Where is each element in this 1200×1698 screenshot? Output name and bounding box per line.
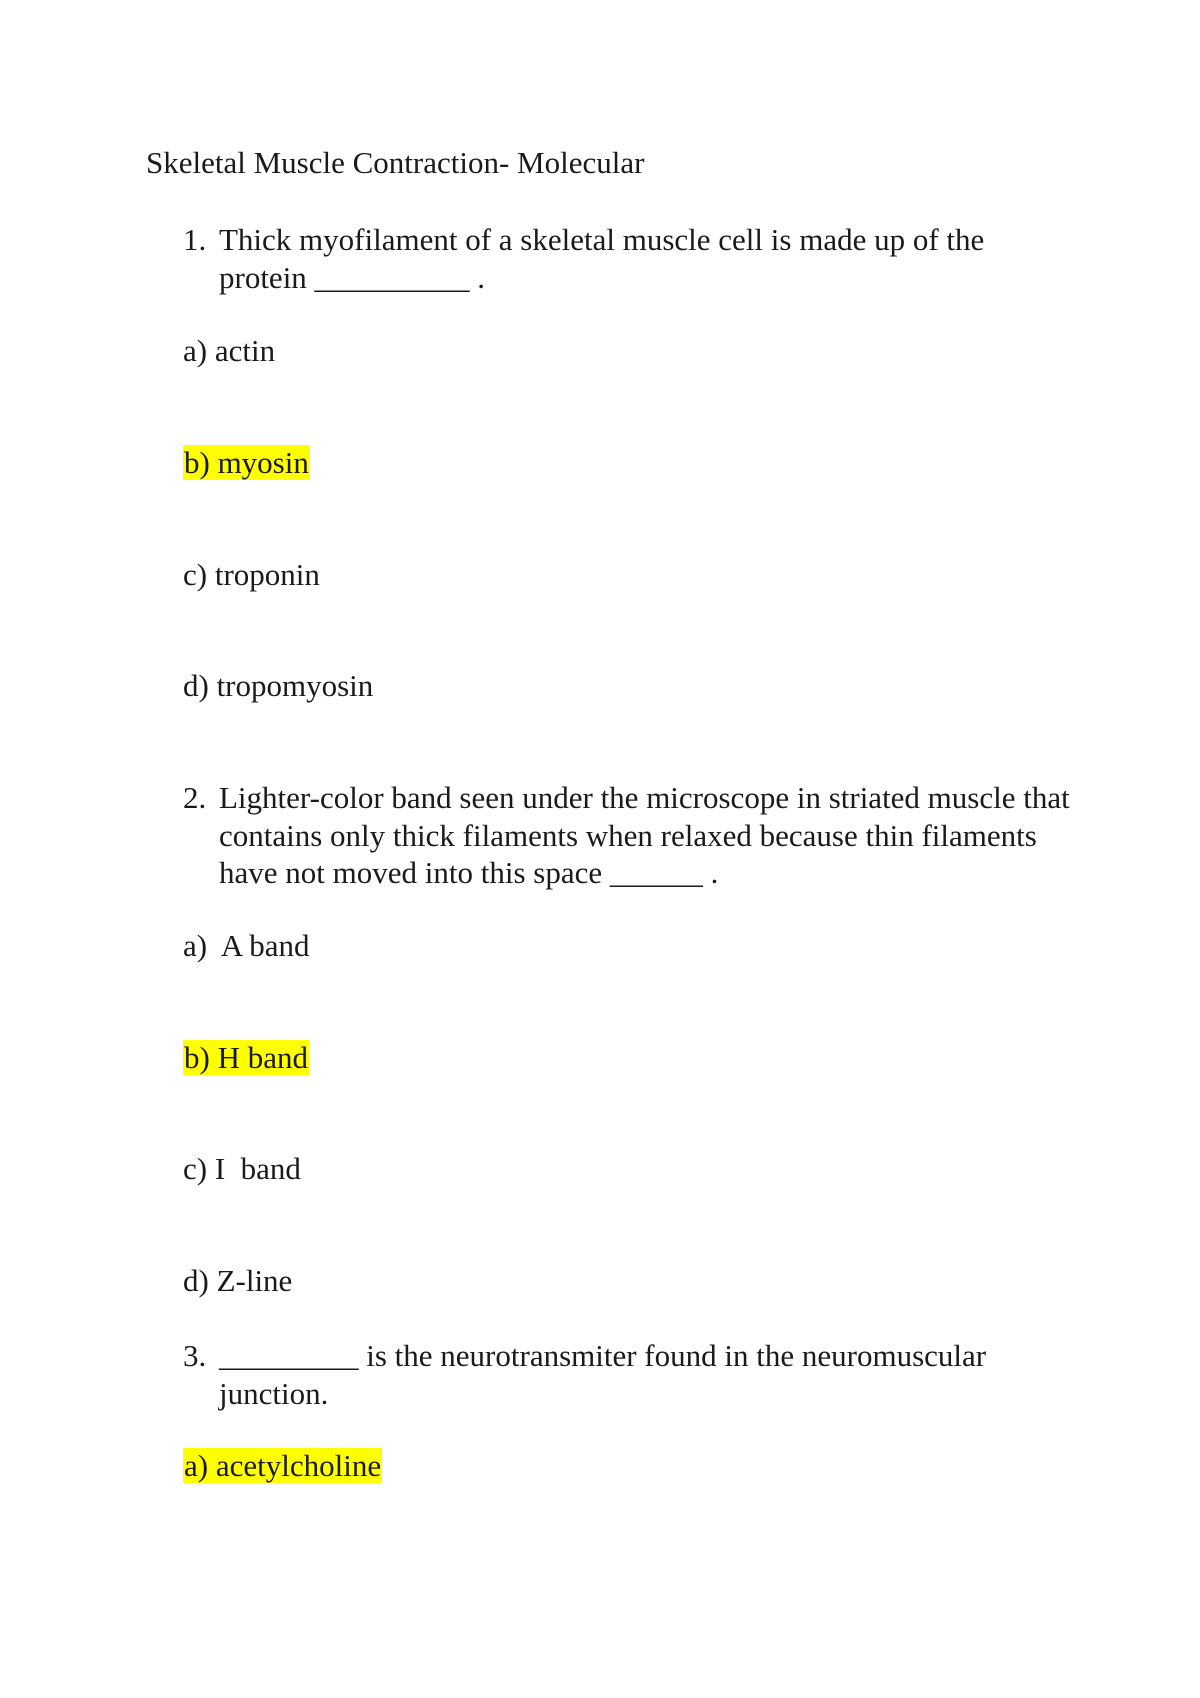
question-2 — [183, 779, 1083, 892]
option-label: a) A band — [183, 928, 310, 963]
question-number: 2. — [183, 780, 207, 815]
option-label: d) tropomyosin — [183, 668, 374, 703]
option-label: d) Z-line — [183, 1263, 293, 1298]
question-text: Lighter-color band seen under the microscope in striated muscle that contains only thick filaments when relaxed because thin filaments have not moved into this space ______ . — [219, 780, 1070, 890]
question-1 — [183, 221, 1083, 296]
option-label-highlighted: b) H band — [184, 1040, 308, 1075]
question-3-option-a — [183, 1447, 382, 1485]
question-1-option-c — [183, 556, 320, 594]
question-text: _________ is the neurotransmiter found in the neuromuscular junction. — [219, 1338, 987, 1411]
question-1-option-b — [183, 444, 310, 482]
question-3 — [183, 1337, 1083, 1412]
question-1-option-d — [183, 667, 373, 705]
document-title: Skeletal Muscle Contraction- Molecular — [146, 145, 645, 180]
option-label-highlighted: a) acetylcholine — [184, 1448, 382, 1483]
option-label: a) actin — [183, 333, 276, 368]
question-text: Thick myofilament of a skeletal muscle cell is made up of the protein __________ . — [219, 222, 985, 295]
option-label-highlighted: b) myosin — [184, 445, 309, 480]
question-2-option-a — [183, 927, 310, 965]
question-number: 3. — [183, 1338, 207, 1373]
question-2-option-d — [183, 1262, 292, 1300]
option-label: c) troponin — [183, 557, 320, 592]
question-2-option-b — [183, 1039, 309, 1077]
option-label: c) I band — [183, 1151, 301, 1186]
question-2-option-c — [183, 1150, 301, 1188]
question-number: 1. — [183, 222, 207, 257]
question-1-option-a — [183, 332, 275, 370]
